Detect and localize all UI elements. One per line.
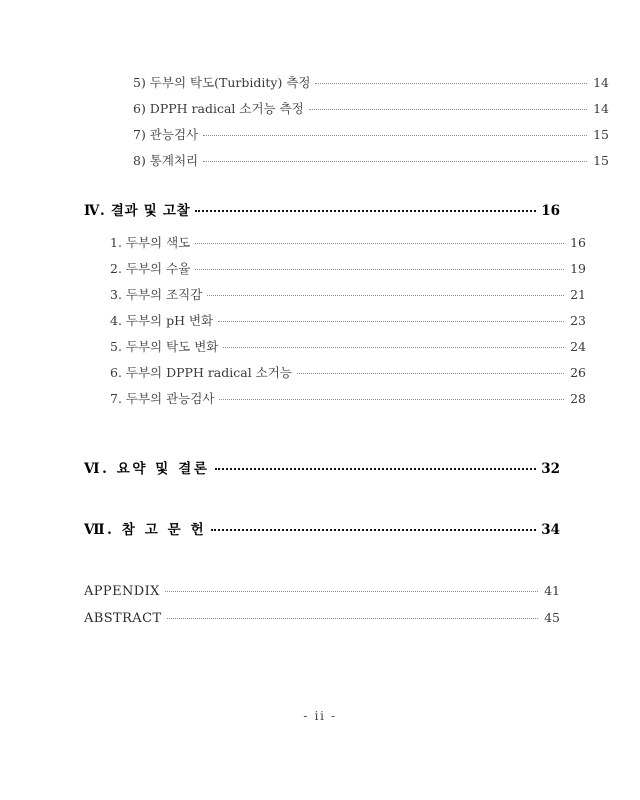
toc-chapter-label: Ⅳ. 결과 및 고찰 <box>84 203 191 219</box>
toc-entry-page: 16 <box>570 235 586 250</box>
dot-leader <box>315 83 587 84</box>
spacer <box>84 412 560 436</box>
toc-entry[interactable] <box>110 386 586 412</box>
toc-entry-label: 6) DPPH radical 소거능 측정 <box>133 101 304 116</box>
dot-leader <box>195 243 564 244</box>
toc-entry-label: 5. 두부의 탁도 변화 <box>110 339 219 354</box>
toc-entry-page: 24 <box>570 339 586 354</box>
spacer <box>84 543 560 567</box>
toc-chapter-page: 32 <box>541 461 560 477</box>
dot-leader <box>218 321 564 322</box>
dot-leader <box>219 399 564 400</box>
toc-entry[interactable] <box>110 256 586 282</box>
toc-entry-label: 7. 두부의 관능검사 <box>110 391 215 406</box>
dot-leader <box>309 109 587 110</box>
toc-entry-page: 26 <box>570 365 586 380</box>
toc-entry-page: 23 <box>570 313 586 328</box>
dot-leader <box>223 347 564 348</box>
toc-entry-label: ABSTRACT <box>84 611 162 626</box>
toc-entry-page: 19 <box>570 261 586 276</box>
toc-entry[interactable] <box>110 334 586 360</box>
toc-entry-label: 3. 두부의 조직감 <box>110 287 203 302</box>
toc-entry-page: 14 <box>593 101 609 116</box>
toc-group-results <box>84 230 586 412</box>
dot-leader <box>207 295 564 296</box>
page-folio: - ii - <box>303 708 337 723</box>
dot-leader <box>215 468 537 470</box>
toc-chapter-label: Ⅶ. 참 고 문 헌 <box>84 522 207 538</box>
toc-entry[interactable] <box>110 282 586 308</box>
toc-entry-label: 7) 관능검사 <box>133 127 199 142</box>
toc-group-sub-methods <box>84 70 609 174</box>
toc-group-back-matter <box>84 578 560 632</box>
dot-leader <box>297 373 564 374</box>
toc-chapter-results[interactable] <box>84 198 560 224</box>
dot-leader <box>165 591 538 592</box>
spacer <box>84 506 560 517</box>
toc-entry-abstract[interactable] <box>84 605 560 632</box>
toc-entry-label: 2. 두부의 수율 <box>110 261 191 276</box>
toc-entry-label: 5) 두부의 탁도(Turbidity) 측정 <box>133 75 311 90</box>
toc-entry-label: 1. 두부의 색도 <box>110 235 191 250</box>
toc-entry-page: 41 <box>544 583 560 598</box>
toc-entry[interactable] <box>133 148 609 174</box>
toc-entry[interactable] <box>110 360 586 386</box>
toc-entry-label: 8) 통계처리 <box>133 153 199 168</box>
toc-entry-page: 15 <box>593 153 609 168</box>
toc-entry[interactable] <box>133 70 609 96</box>
toc-entry-page: 14 <box>593 75 609 90</box>
toc-chapter-summary[interactable] <box>84 456 560 482</box>
toc-entry-page: 15 <box>593 127 609 142</box>
spacer <box>84 482 560 506</box>
toc-entry-label: APPENDIX <box>84 584 160 599</box>
table-of-contents <box>84 70 609 632</box>
toc-chapter-page: 34 <box>541 522 560 538</box>
toc-chapter-references[interactable] <box>84 517 560 543</box>
toc-entry[interactable] <box>110 308 586 334</box>
dot-leader <box>203 135 587 136</box>
dot-leader <box>203 161 587 162</box>
toc-entry-label: 6. 두부의 DPPH radical 소거능 <box>110 365 292 380</box>
toc-entry-appendix[interactable] <box>84 578 560 605</box>
toc-chapter-page: 16 <box>541 203 560 219</box>
toc-entry-page: 45 <box>544 610 560 625</box>
toc-entry[interactable] <box>133 96 609 122</box>
toc-entry-page: 28 <box>570 391 586 406</box>
dot-leader <box>195 210 536 212</box>
spacer <box>84 436 560 456</box>
spacer <box>84 567 560 578</box>
toc-entry[interactable] <box>133 122 609 148</box>
toc-chapter-label: Ⅵ. 요약 및 결론 <box>84 461 210 477</box>
toc-entry[interactable] <box>110 230 586 256</box>
dot-leader <box>211 529 536 531</box>
toc-entry-page: 21 <box>570 287 586 302</box>
dot-leader <box>195 269 564 270</box>
spacer <box>84 174 560 198</box>
toc-entry-label: 4. 두부의 pH 변화 <box>110 313 214 328</box>
dot-leader <box>167 618 538 619</box>
